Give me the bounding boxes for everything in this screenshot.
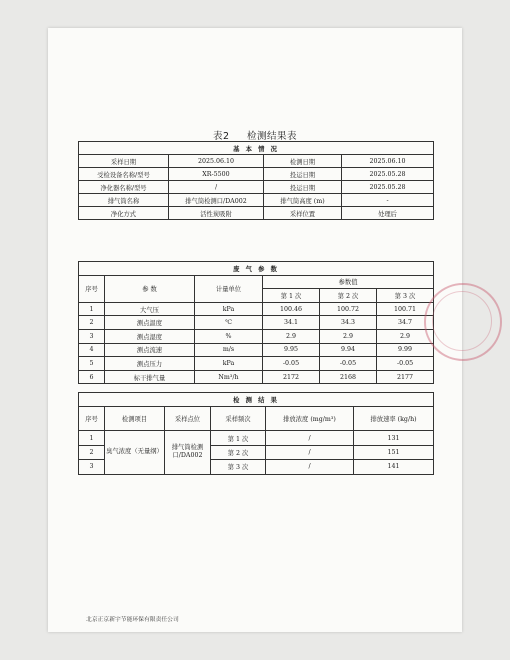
emission-rate: 131 [354,431,434,445]
table-row [79,329,434,343]
sampling-run: 第 3 次 [211,460,266,474]
run-value: -0.05 [320,357,377,371]
label-cell: 采样日期 [79,155,169,168]
col-header-run-3: 第 3 次 [377,289,434,303]
company-footer: 北京正京新宇节能环保有限责任公司 [86,617,179,623]
row-number: 4 [79,343,105,357]
basic-info-table [78,141,434,220]
param-name: 测点流速 [105,343,195,357]
col-header-conc: 排放浓度 (mg/m³) [266,407,354,431]
row-number: 6 [79,370,105,384]
label-cell: 净化方式 [79,207,169,220]
sampling-run: 第 2 次 [211,445,266,459]
col-header-param: 参 数 [105,275,195,302]
run-value: 34.1 [263,316,320,330]
table-row [79,181,434,194]
value-cell: 排气筒检测口/DA002 [169,194,264,207]
run-value: 2168 [320,370,377,384]
document-page [48,28,462,632]
param-name: 测点温度 [105,316,195,330]
value-cell: 2025.06.10 [169,155,264,168]
run-value: 100.72 [320,302,377,316]
sampling-run: 第 1 次 [211,431,266,445]
row-number: 1 [79,302,105,316]
param-unit: ℃ [195,316,263,330]
value-cell: 处理后 [342,207,434,220]
param-unit: Nm³/h [195,370,263,384]
row-number: 3 [79,329,105,343]
label-cell: 净化器名称/型号 [79,181,169,194]
emission-rate: 141 [354,460,434,474]
emission-rate: 151 [354,445,434,459]
results-table [78,392,434,475]
table-row [79,431,434,445]
col-header-run-2: 第 2 次 [320,289,377,303]
param-name: 测点湿度 [105,329,195,343]
param-name: 标干排气量 [105,370,195,384]
table-caption: 检测结果表 [247,131,298,142]
value-cell: - [342,194,434,207]
run-value: -0.05 [263,357,320,371]
value-cell: / [169,181,264,194]
table-row [79,343,434,357]
label-cell: 检测日期 [264,155,342,168]
seal-stamp [424,283,502,361]
col-header-item: 检测项目 [105,407,165,431]
param-unit: % [195,329,263,343]
col-header-freq: 采样频次 [211,407,266,431]
run-value: 9.94 [320,343,377,357]
table-row [79,155,434,168]
run-value: 2.9 [320,329,377,343]
table-row [79,302,434,316]
run-value: 2.9 [377,329,434,343]
label-cell: 投运日期 [264,168,342,181]
test-item-cell: 臭气浓度（无量纲） [105,431,165,474]
label-cell: 排气筒高度 (m) [264,194,342,207]
run-value: 34.7 [377,316,434,330]
table-row [79,207,434,220]
param-unit: kPa [195,357,263,371]
emission-concentration: / [266,445,354,459]
table-title [48,128,462,142]
row-number: 3 [79,460,105,474]
table-row [79,316,434,330]
waste-gas-header: 废 气 参 数 [79,262,434,276]
emission-concentration: / [266,431,354,445]
table-number: 表2 [212,131,230,142]
emission-concentration: / [266,460,354,474]
results-header: 检 测 结 果 [79,393,434,407]
run-value: 100.46 [263,302,320,316]
run-value: 34.3 [320,316,377,330]
row-number: 2 [79,445,105,459]
run-value: -0.05 [377,357,434,371]
param-unit: m/s [195,343,263,357]
table-row [79,357,434,371]
value-cell: XR-5500 [169,168,264,181]
param-name: 大气压 [105,302,195,316]
row-number: 1 [79,431,105,445]
run-value: 9.95 [263,343,320,357]
run-value: 2172 [263,370,320,384]
row-number: 2 [79,316,105,330]
value-cell: 2025.06.10 [342,155,434,168]
value-cell: 2025.05.28 [342,168,434,181]
sampling-point-cell: 排气筒检测口/DA002 [165,431,211,474]
row-number: 5 [79,357,105,371]
param-name: 测点压力 [105,357,195,371]
col-header-no: 序号 [79,275,105,302]
table-row [79,370,434,384]
col-header-values: 参数值 [263,275,434,289]
run-value: 2.9 [263,329,320,343]
col-header-point: 采样点位 [165,407,211,431]
col-header-no: 序号 [79,407,105,431]
label-cell: 排气筒名称 [79,194,169,207]
seal-stamp-inner-ring [432,291,492,351]
param-unit: kPa [195,302,263,316]
col-header-rate: 排放速率 (kg/h) [354,407,434,431]
basic-info-header: 基 本 情 况 [79,142,434,155]
value-cell: 2025.05.28 [342,181,434,194]
waste-gas-params-table [78,261,434,384]
label-cell: 采样位置 [264,207,342,220]
label-cell: 投运日期 [264,181,342,194]
table-row [79,168,434,181]
run-value: 100.71 [377,302,434,316]
col-header-unit: 计量单位 [195,275,263,302]
run-value: 2177 [377,370,434,384]
table-row [79,194,434,207]
label-cell: 受检设备名称/型号 [79,168,169,181]
col-header-run-1: 第 1 次 [263,289,320,303]
run-value: 9.99 [377,343,434,357]
value-cell: 活性炭吸附 [169,207,264,220]
